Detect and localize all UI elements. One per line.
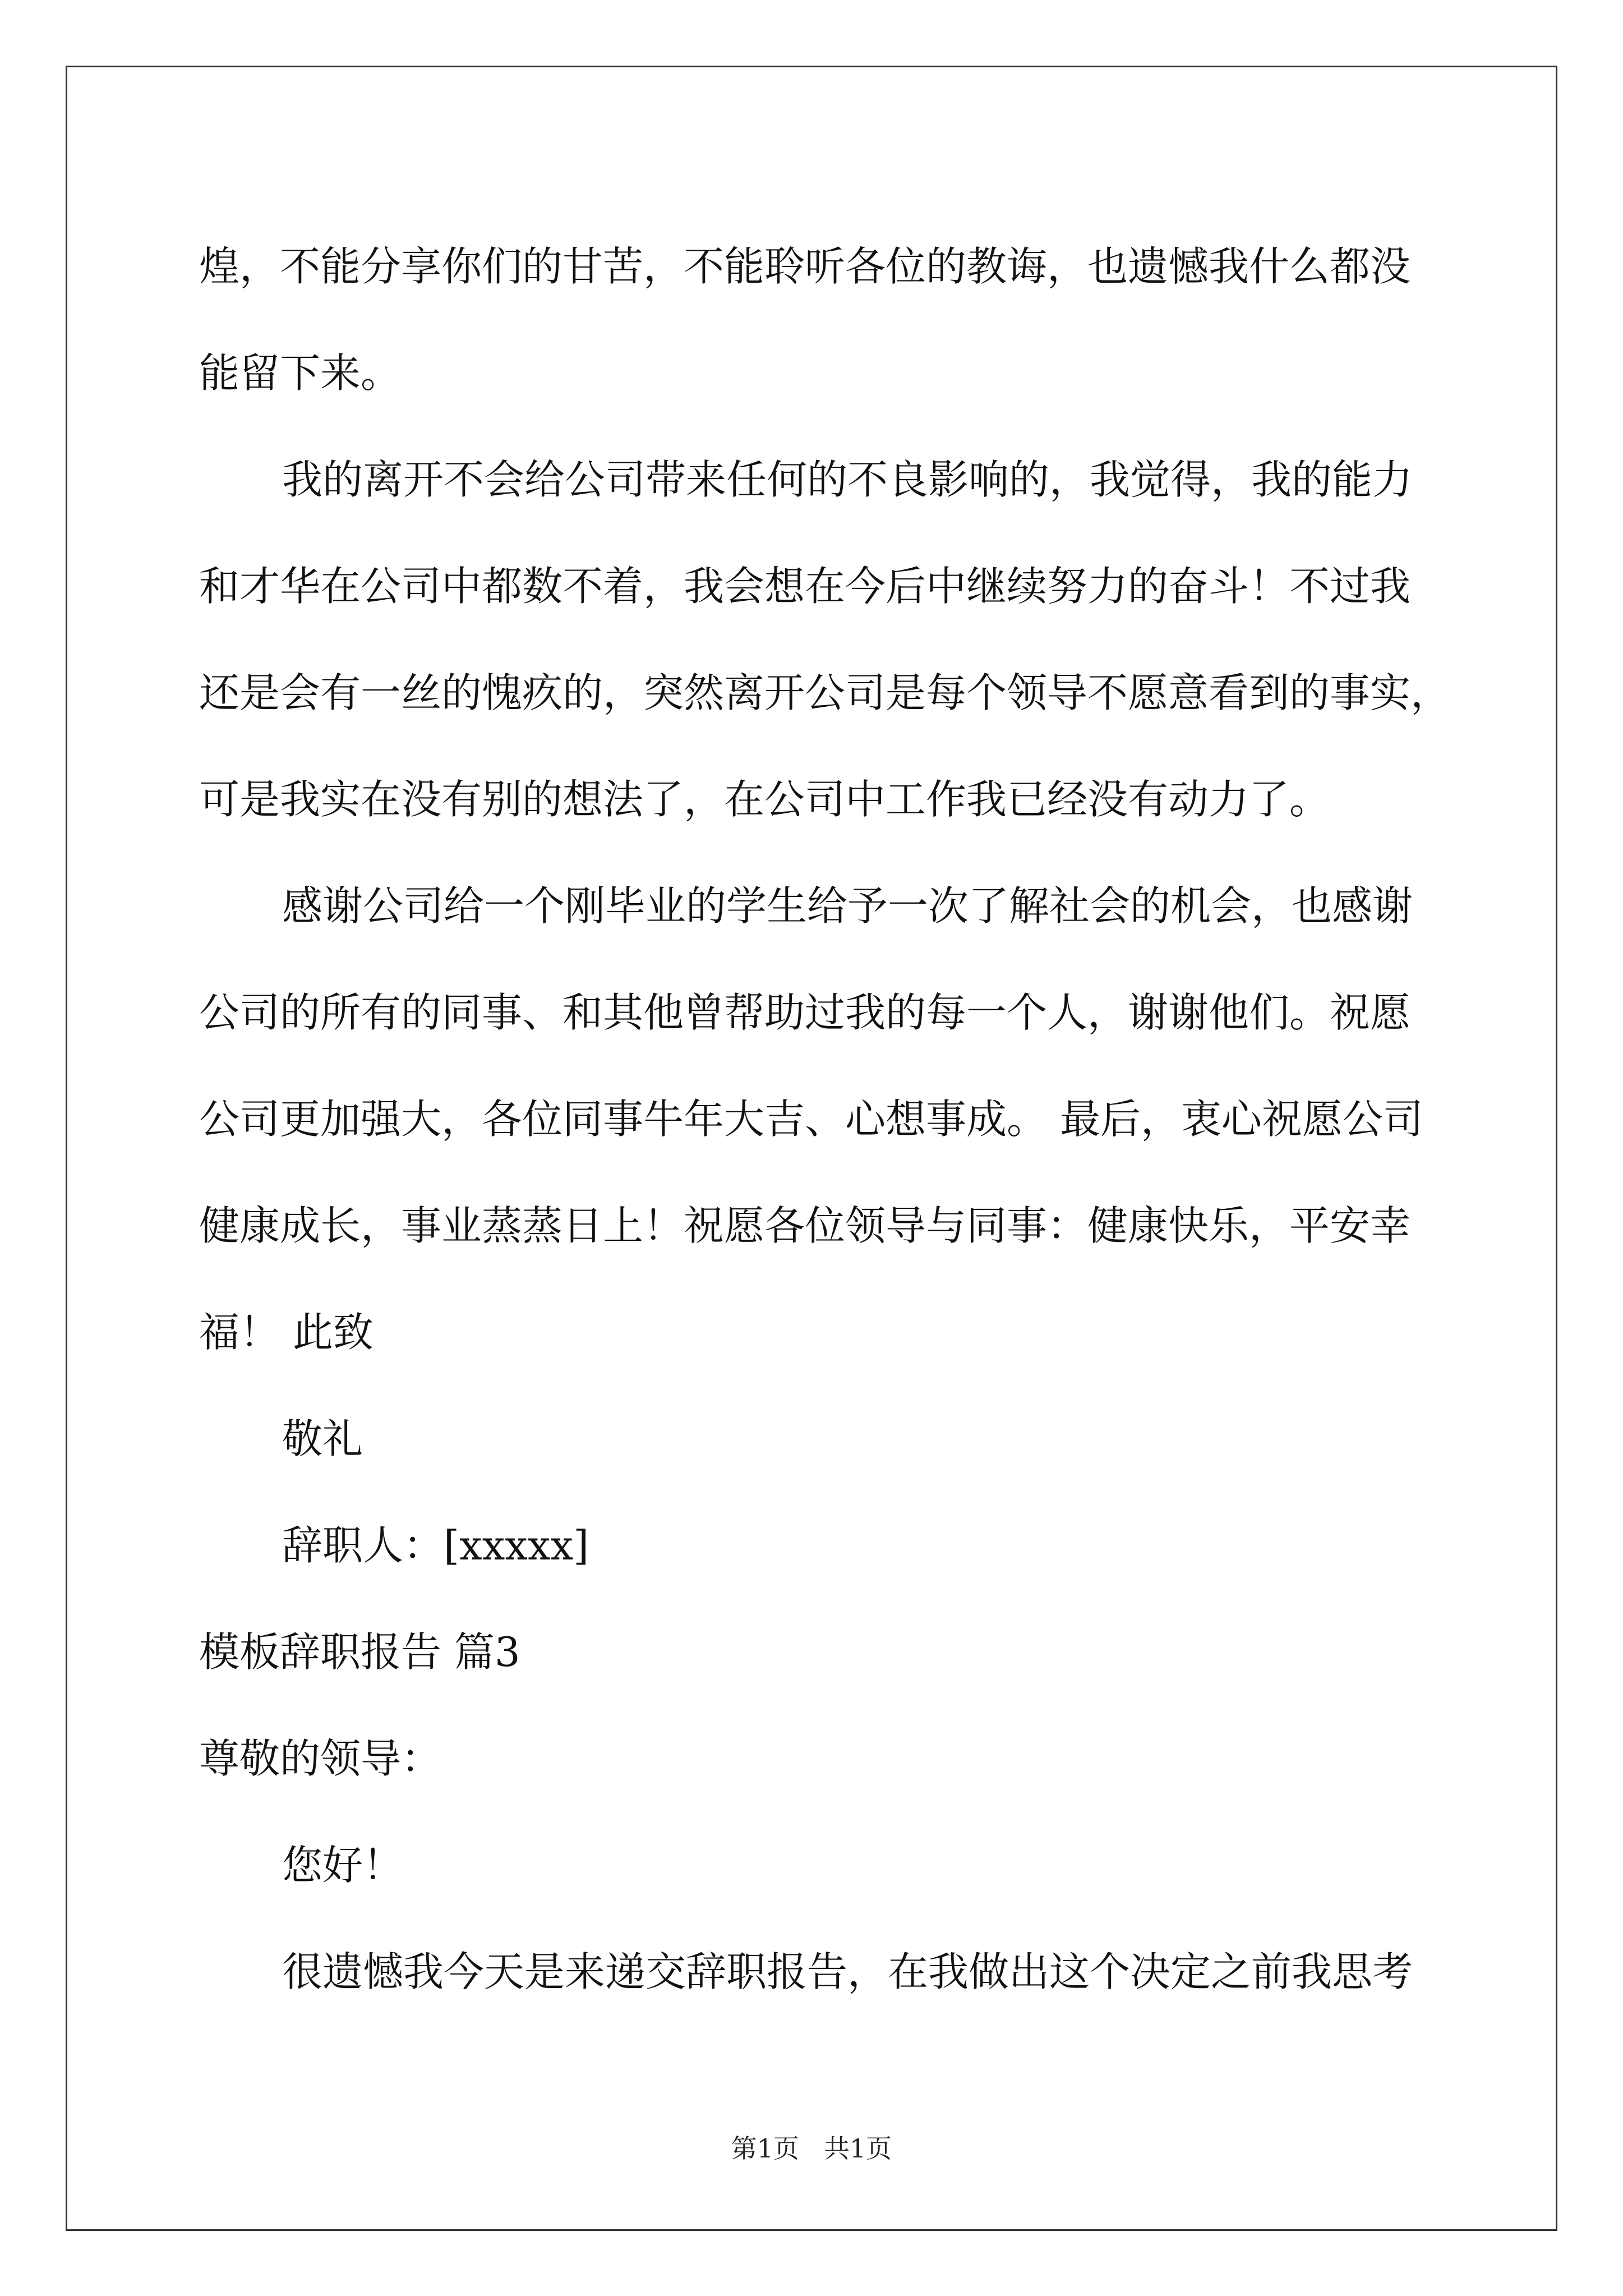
paragraph-line: 可是我实在没有别的想法了，在公司中工作我已经没有动力了。 bbox=[199, 776, 1330, 823]
paragraph-line: 公司更加强大，各位同事牛年大吉、心想事成。 最后，衷心祝愿公司 bbox=[199, 1096, 1423, 1143]
paragraph-line: 健康成长，事业蒸蒸日上！祝愿各位领导与同事：健康快乐，平安幸 bbox=[199, 1202, 1411, 1249]
paragraph-line: 公司的所有的同事、和其他曾帮助过我的每一个人，谢谢他们。祝愿 bbox=[199, 989, 1411, 1036]
paragraph-line: 煌，不能分享你们的甘苦，不能聆听各位的教诲，也遗憾我什么都没 bbox=[199, 243, 1411, 290]
page-total: 共1页 bbox=[824, 2133, 892, 2164]
signature-line: 辞职人：[xxxxx] bbox=[282, 1522, 589, 1569]
greeting-line: 您好！ bbox=[282, 1842, 404, 1889]
page-number: 第1页 bbox=[731, 2133, 799, 2164]
paragraph-line: 很遗憾我今天是来递交辞职报告，在我做出这个决定之前我思考 bbox=[282, 1948, 1413, 1995]
paragraph-line: 和才华在公司中都数不着，我会想在今后中继续努力的奋斗！不过我 bbox=[199, 563, 1411, 610]
page-footer bbox=[0, 2132, 1623, 2165]
greeting-line: 尊敬的领导： bbox=[199, 1735, 442, 1782]
paragraph-line: 还是会有一丝的愧疚的，突然离开公司是每个领导不愿意看到的事实， bbox=[199, 669, 1451, 716]
document-body bbox=[199, 213, 1451, 2025]
paragraph-line: 福！ 此致 bbox=[199, 1309, 374, 1356]
paragraph-line: 我的离开不会给公司带来任何的不良影响的，我觉得，我的能力 bbox=[282, 456, 1413, 503]
paragraph-line: 能留下来。 bbox=[199, 349, 402, 397]
section-heading: 模板辞职报告 篇3 bbox=[199, 1628, 520, 1676]
closing-salutation: 敬礼 bbox=[282, 1415, 363, 1462]
paragraph-line: 感谢公司给一个刚毕业的学生给予一次了解社会的机会，也感谢 bbox=[282, 882, 1413, 930]
